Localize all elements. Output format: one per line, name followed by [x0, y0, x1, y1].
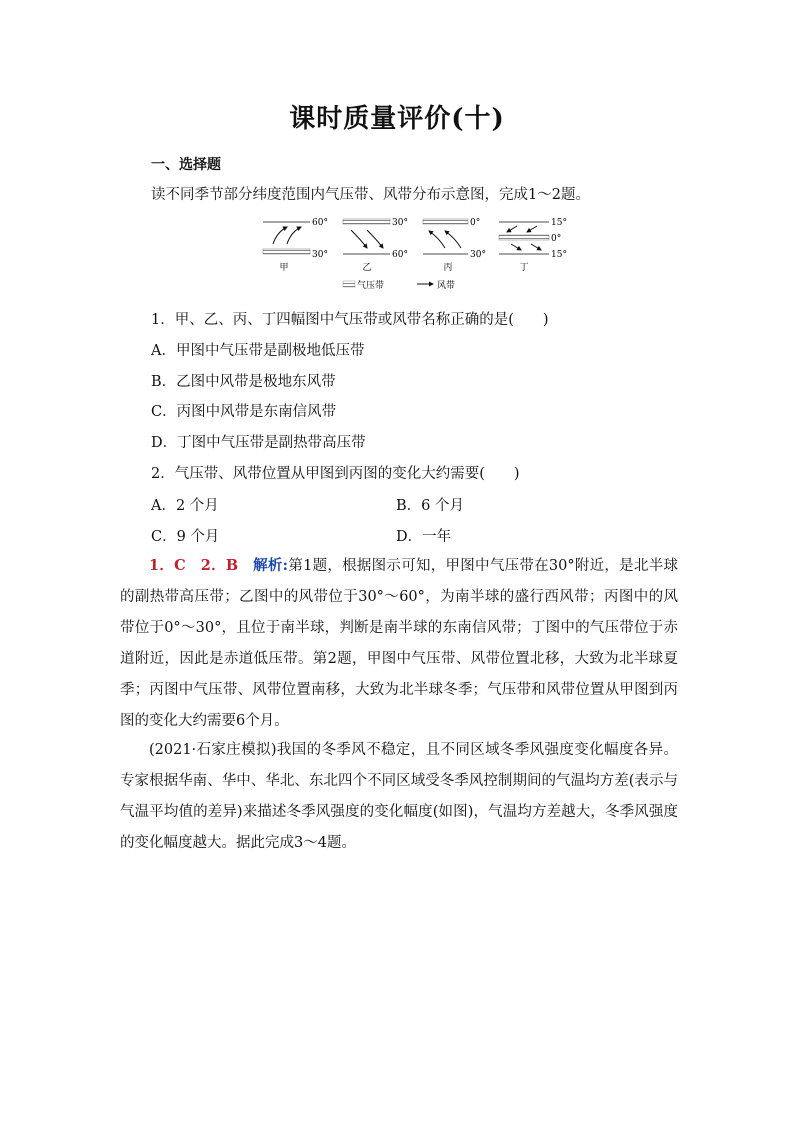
panel-bing: [423, 218, 486, 273]
panel-ding-label: 丁: [519, 263, 529, 273]
panel-ding-top-lat: 15°: [551, 218, 567, 228]
panel-ding-mid-lat: 0°: [551, 234, 562, 244]
panel-ding: [499, 218, 567, 273]
page-title: 课时质量评价(十): [289, 104, 505, 134]
q2-option-d: D．一年: [396, 529, 452, 545]
diagram-legend: [343, 279, 455, 291]
panel-jia-top-lat: 60°: [312, 218, 328, 228]
section-heading: 一、选择题: [151, 157, 221, 173]
panel-bing-top-lat: 0°: [470, 218, 481, 228]
panel-bing-label: 丙: [443, 263, 453, 273]
analysis-label: 解析:: [253, 557, 289, 574]
panel-yi-top-lat: 30°: [392, 218, 408, 228]
panel-ding-bottom-lat: 15°: [551, 250, 567, 260]
answer-analysis: [120, 550, 678, 737]
material-paragraph: [120, 735, 678, 859]
answer-key: 1．C 2．B: [149, 557, 254, 574]
q1-option-d: D．丁图中气压带是副热带高压带: [151, 435, 366, 451]
analysis-text: 第1题，根据图示可知，甲图中气压带在30°附近，是北半球的副热带高压带；乙图中的风带位于30°～60°，为南半球的盛行西风带；丙图中的风带位于0°～30°，且位于南半球，判断是南半球的东南信风带；丁图中的气压带位于赤道附近，因此是赤道低压带。第2题，甲图中气压带、风带位置北移，大致为北半球夏季；丙图中气压带、风带位置南移，大致为北半球冬季；气压带和风带位置从甲图到丙图的变化大约需要6个月。: [120, 558, 678, 729]
q2-option-b: B．6 个月: [396, 498, 464, 514]
q2-option-c: C．9 个月: [151, 529, 220, 545]
pressure-wind-diagram: [255, 210, 575, 295]
q1-option-a: A．甲图中气压带是副极地低压带: [151, 343, 365, 359]
panel-yi-label: 乙: [362, 263, 372, 273]
question-intro: 读不同季节部分纬度范围内气压带、风带分布示意图，完成1～2题。: [151, 187, 590, 203]
q2-stem: 2．气压带、风带位置从甲图到丙图的变化大约需要( ): [151, 466, 520, 482]
material-text: (2021·石家庄模拟)我国的冬季风不稳定，且不同区域冬季风强度变化幅度各异。专家根据华南、华中、华北、东北四个不同区域受冬季风控制期间的气温均方差(表示与气温平均值的差异)来描述冬季风强度的变化幅度(如图)，气温均方差越大，冬季风强度的变化幅度越大。据此完成3～4题。: [120, 742, 678, 851]
panel-jia-label: 甲: [279, 263, 289, 273]
legend-wind-label: 风带: [437, 281, 456, 291]
panel-yi: [343, 218, 408, 273]
panel-yi-bottom-lat: 60°: [392, 250, 408, 260]
q1-stem: 1．甲、乙、丙、丁四幅图中气压带或风带名称正确的是( ): [151, 312, 549, 328]
panel-jia-bottom-lat: 30°: [312, 250, 328, 260]
q2-option-a: A．2 个月: [151, 498, 219, 514]
panel-jia: [263, 218, 328, 273]
panel-bing-bottom-lat: 30°: [470, 250, 486, 260]
q1-option-c: C．丙图中风带是东南信风带: [151, 404, 337, 420]
q1-option-b: B．乙图中风带是极地东风带: [151, 374, 336, 390]
legend-pressure-label: 气压带: [357, 281, 385, 291]
